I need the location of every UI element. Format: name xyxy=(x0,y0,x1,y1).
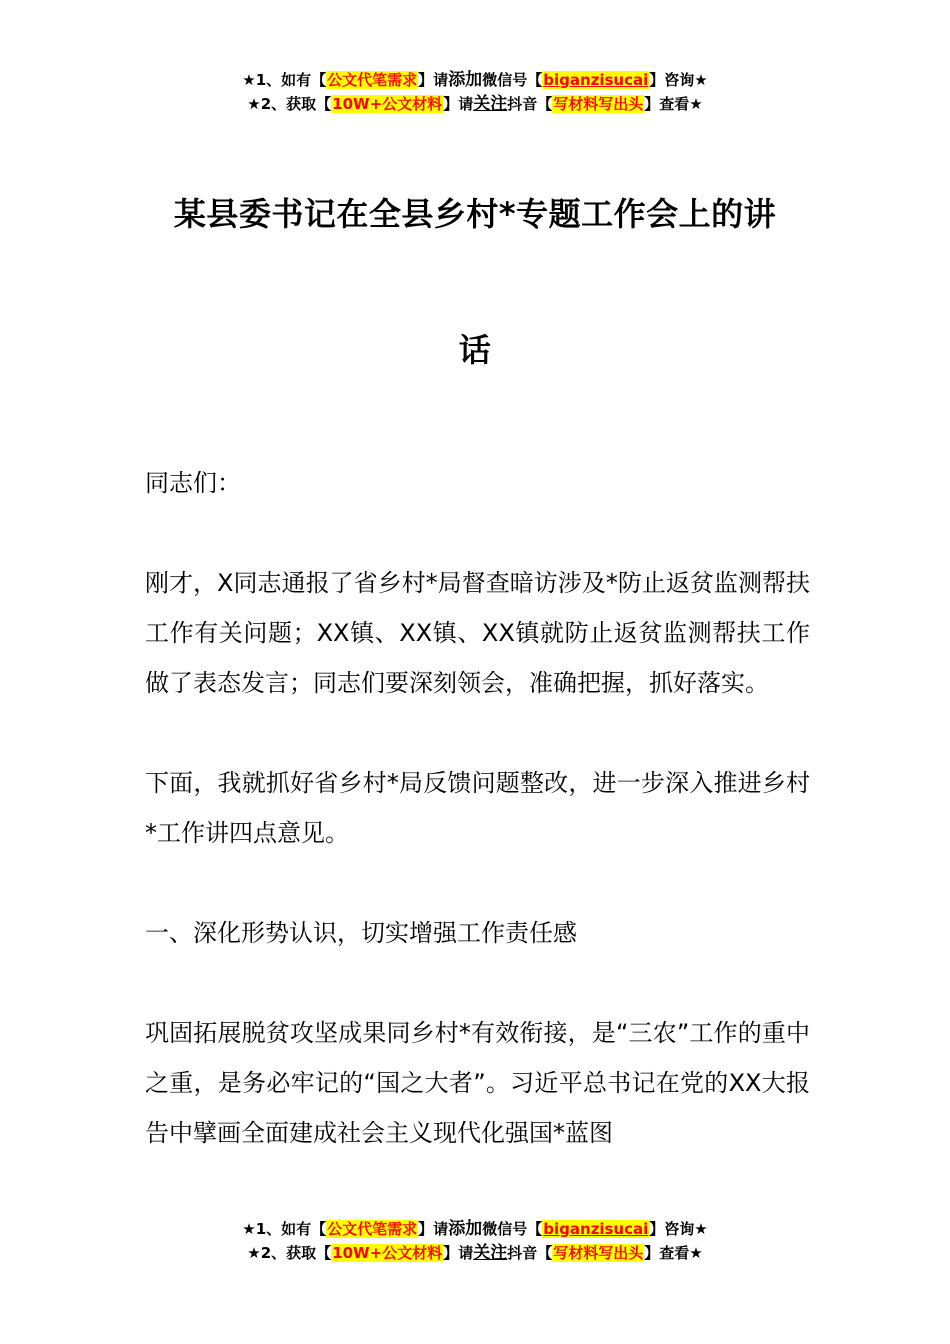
document-title xyxy=(110,146,840,418)
banner-line-2: ★2、获取【10W+公文材料】请关注抖音【写材料写出头】查看★ xyxy=(247,94,703,114)
paragraph: 下面，我就抓好省乡村*局反馈问题整改，进一步深入推进乡村*工作讲四点意见。 xyxy=(145,769,810,847)
douyin-account[interactable]: 写材料写出头 xyxy=(553,95,644,113)
paragraph: 巩固拓展脱贫攻坚成果同乡村*有效衔接，是“三农”工作的重中之重，是务必牢记的“国之大者”。习近平总书记在党的XX大报告中擘画全面建成社会主义现代化强国*蓝图 xyxy=(145,1019,810,1147)
banner-line-1: ★1、如有【公文代笔需求】请添加微信号【biganzisucai】咨询★ xyxy=(242,1219,708,1239)
salutation: 同志们： xyxy=(145,469,241,497)
paragraph: 刚才，X同志通报了省乡村*局督查暗访涉及*防止返贫监测帮扶工作有关问题；XX镇、XX镇、XX镇就防止返贫监测帮扶工作做了表态发言；同志们要深刻领会，准确把握，抓好落实。 xyxy=(145,569,810,697)
banner-line-2: ★2、获取【10W+公文材料】请关注抖音【写材料写出头】查看★ xyxy=(247,1243,703,1263)
header-ad-banner xyxy=(0,68,950,116)
document-body xyxy=(145,458,810,1208)
wechat-id[interactable]: biganzisucai xyxy=(543,1220,649,1238)
banner-highlight: 公文代笔需求 xyxy=(327,71,418,89)
banner-line-1: ★1、如有【公文代笔需求】请添加微信号【biganzisucai】咨询★ xyxy=(242,70,708,90)
wechat-id[interactable]: biganzisucai xyxy=(543,71,649,89)
douyin-account[interactable]: 写材料写出头 xyxy=(553,1244,644,1262)
title-line-1: 某县委书记在全县乡村*专题工作会上的讲 xyxy=(173,195,777,233)
banner-highlight: 公文代笔需求 xyxy=(327,1220,418,1238)
title-line-2: 话 xyxy=(458,331,492,369)
banner-highlight: 10W+公文材料 xyxy=(332,1244,443,1262)
section-heading: 一、深化形势认识，切实增强工作责任感 xyxy=(145,919,577,947)
banner-highlight: 10W+公文材料 xyxy=(332,95,443,113)
footer-ad-banner xyxy=(0,1217,950,1265)
